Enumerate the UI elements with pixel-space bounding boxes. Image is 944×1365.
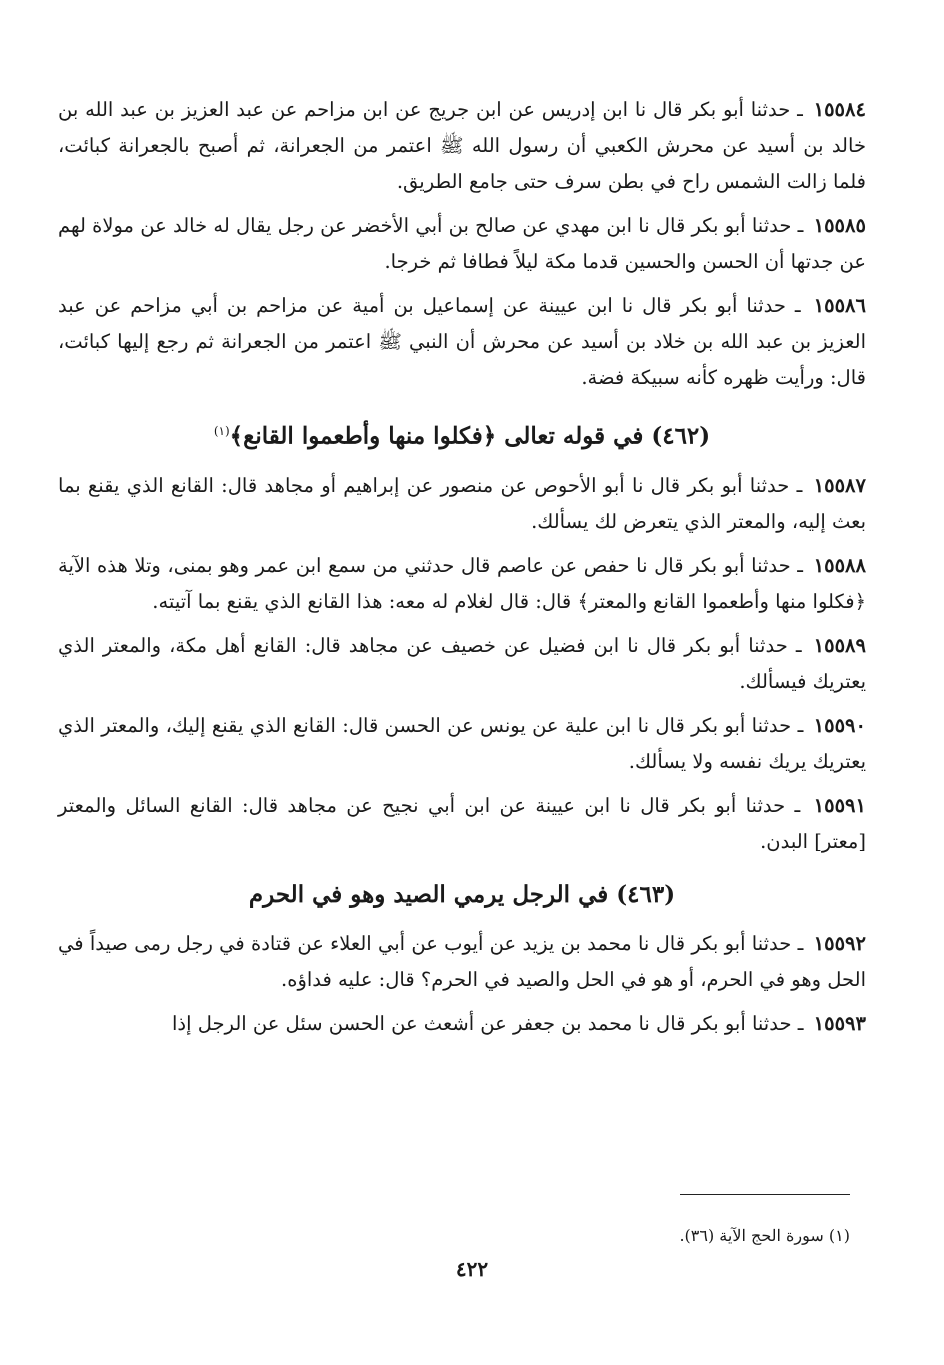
chapter-heading-462 [58,412,866,456]
footnote-marker: (١) [213,424,230,438]
hadith-text: حدثنا أبو بكر قال نا ابن علية عن يونس عن الحسن قال: القانع الذي يقنع إليك، والمعتر الذي يعتريك يريك نفسه ولا يسألك. [58,713,866,773]
hadith-number: ١٥٥٩٢ [813,931,866,955]
hadith-15589: ١٥٥٨٩ ـ حدثنا أبو بكر قال نا ابن فضيل عن خصيف عن مجاهد قال: القانع أهل مكة، والمعتر الذي يعتريك فيسألك. [58,633,866,693]
hadith-number: ١٥٥٨٨ [813,553,866,577]
chapter-heading-463 [58,876,866,914]
chapter-title: (٤٦٣) في الرجل يرمي الصيد وهو في الحرم [248,880,676,908]
hadith-number: ١٥٥٨٧ [813,473,866,497]
hadith-number: ١٥٥٩٣ [813,1011,866,1035]
hadith-15585: ١٥٥٨٥ ـ حدثنا أبو بكر قال نا ابن مهدي عن صالح بن أبي الأخضر عن رجل يقال له خالد عن مولاة لهم عن جدتها أن الحسن والحسين قدما مكة ليلاً فطافا ثم خرجا. [58,214,866,273]
hadith-text: حدثنا أبو بكر قال نا ابن فضيل عن خصيف عن مجاهد قال: القانع أهل مكة، والمعتر الذي يعتريك فيسألك. [58,633,866,693]
hadith-text: حدثنا أبو بكر قال نا حفص عن عاصم قال حدثني من سمع ابن عمر وهو بمنى، وتلا هذه الآية ﴿فكلوا منها وأطعموا القانع والمعتر﴾ قال: قال لغلام له معه: هذا القانع الذي يقنع بما آتيته. [58,553,866,613]
hadith-15591: ١٥٥٩١ ـ حدثنا أبو بكر قال نا ابن عيينة عن ابن أبي نجيح عن مجاهد قال: القانع السائل والمعتر [معتر] البدن. [58,793,866,853]
hadith-15586: ١٥٥٨٦ ـ حدثنا أبو بكر قال نا ابن عيينة عن إسماعيل بن أمية عن مزاحم بن أبي مزاحم عن عبد العزيز بن عبد الله بن خلاد بن أسيد عن محرش أن النبي ﷺ اعتمر من الجعرانة ثم رجع إليها كبائت، قال: ورأيت ظهره كأنه سبيكة فضة. [58,294,866,389]
page-body [58,92,866,1050]
hadith-15590: ١٥٥٩٠ ـ حدثنا أبو بكر قال نا ابن علية عن يونس عن الحسن قال: القانع الذي يقنع إليك، والمعتر الذي يعتريك يريك نفسه ولا يسألك. [58,713,866,773]
hadith-15588: ١٥٥٨٨ ـ حدثنا أبو بكر قال نا حفص عن عاصم قال حدثني من سمع ابن عمر وهو بمنى، وتلا هذه الآية ﴿فكلوا منها وأطعموا القانع والمعتر﴾ قال: قال لغلام له معه: هذا القانع الذي يقنع بما آتيته. [58,553,866,613]
hadith-text: حدثنا أبو بكر قال نا ابن مهدي عن صالح بن أبي الأخضر عن رجل يقال له خالد عن مولاة لهم عن جدتها أن الحسن والحسين قدما مكة ليلاً فطافا ثم خرجا. [58,214,866,273]
hadith-text: حدثنا أبو بكر قال نا ابن عيينة عن إسماعيل بن أمية عن مزاحم بن أبي مزاحم عن عبد العزيز بن عبد الله بن خلاد بن أسيد عن محرش أن النبي ﷺ اعتمر من الجعرانة ثم رجع إليها كبائت، قال: ورأيت ظهره كأنه سبيكة فضة. [58,294,866,389]
hadith-number: ١٥٥٩١ [813,793,866,817]
hadith-15593: ١٥٥٩٣ ـ حدثنا أبو بكر قال نا محمد بن جعفر عن أشعث عن الحسن سئل عن الرجل إذا [172,1011,866,1035]
hadith-number: ١٥٥٨٤ [813,98,866,121]
hadith-number: ١٥٥٨٥ [813,214,866,237]
hadith-text: حدثنا أبو بكر قال نا ابن إدريس عن ابن جريج عن ابن مزاحم عن عبد العزيز بن عبد الله بن خالد بن أسيد عن محرش الكعبي أن رسول الله ﷺ اعتمر من الجعرانة، ثم أصبح بالجعرانة كبائت، فلما زالت الشمس راح في بطن سرف حتى جامع الطريق. [58,98,866,193]
page-number: ٤٢٢ [455,1257,489,1281]
footnote: (١) سورة الحج الآية (٣٦). [679,1226,850,1245]
hadith-15592: ١٥٥٩٢ ـ حدثنا أبو بكر قال نا محمد بن يزيد عن أيوب عن أبي العلاء عن قتادة في رجل رمى صيداً في الحل وهو في الحرم، أو هو في الحل والصيد في الحرم؟ قال: عليه فداؤه. [58,931,866,991]
hadith-number: ١٥٥٨٩ [813,633,866,657]
hadith-number: ١٥٥٨٦ [813,294,866,317]
hadith-text: حدثنا أبو بكر قال نا أبو الأحوص عن منصور عن إبراهيم أو مجاهد قال: القانع الذي يقنع بما بعث إليه، والمعتر الذي يتعرض لك يسألك. [58,473,866,533]
hadith-15584: ١٥٥٨٤ ـ حدثنا أبو بكر قال نا ابن إدريس عن ابن جريج عن ابن مزاحم عن عبد العزيز بن عبد الله بن خالد بن أسيد عن محرش الكعبي أن رسول الله ﷺ اعتمر من الجعرانة، ثم أصبح بالجعرانة كبائت، فلما زالت الشمس راح في بطن سرف حتى جامع الطريق. [58,98,866,193]
hadith-number: ١٥٥٩٠ [813,713,866,737]
chapter-title: (٤٦٢) في قوله تعالى ﴿فكلوا منها وأطعموا القانع﴾ [229,422,711,450]
hadith-text: حدثنا أبو بكر قال نا محمد بن يزيد عن أيوب عن أبي العلاء عن قتادة في رجل رمى صيداً في الحل وهو في الحرم، أو هو في الحل والصيد في الحرم؟ قال: عليه فداؤه. [58,931,866,991]
hadith-15587: ١٥٥٨٧ ـ حدثنا أبو بكر قال نا أبو الأحوص عن منصور عن إبراهيم أو مجاهد قال: القانع الذي يقنع بما بعث إليه، والمعتر الذي يتعرض لك يسألك. [58,473,866,533]
footnote-divider [680,1194,850,1195]
hadith-text: حدثنا أبو بكر قال نا ابن عيينة عن ابن أبي نجيح عن مجاهد قال: القانع السائل والمعتر [معتر] البدن. [58,793,866,853]
hadith-text: حدثنا أبو بكر قال نا محمد بن جعفر عن أشعث عن الحسن سئل عن الرجل إذا [172,1011,792,1035]
